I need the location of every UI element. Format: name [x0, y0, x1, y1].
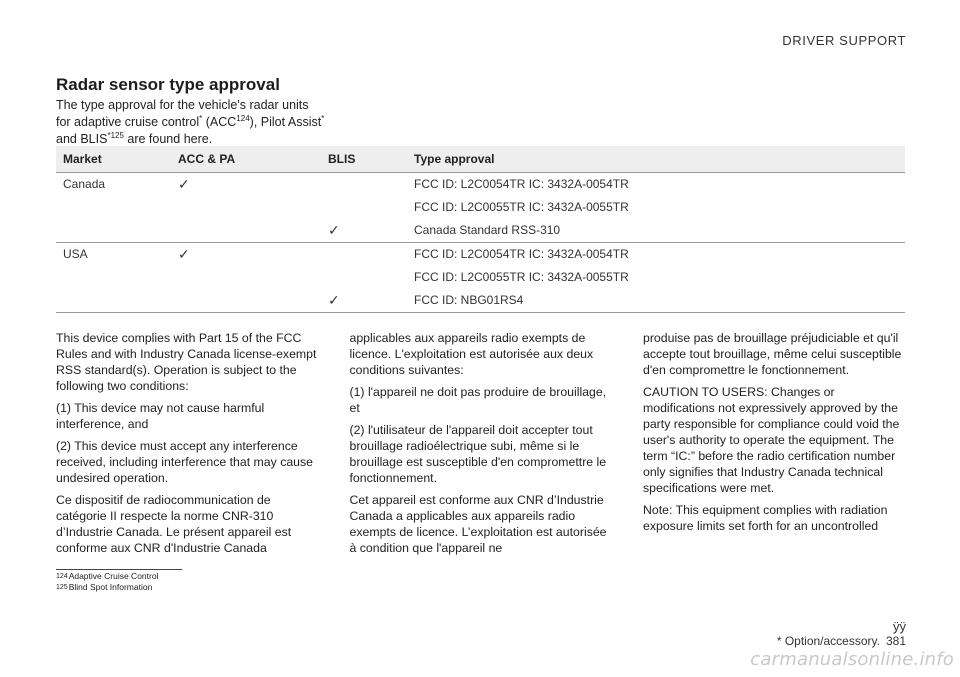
header-type-approval: Type approval — [407, 146, 905, 173]
body-column-1 — [56, 330, 318, 562]
market-cell — [56, 289, 171, 313]
intro-text-3: ), Pilot Assist — [249, 115, 322, 129]
approval-line: FCC ID: NBG01RS4 — [414, 293, 524, 307]
header-market: Market — [56, 146, 171, 173]
body-paragraph: (2) l'utilisateur de l'appareil doit accepter tout brouillage radioélectrique subi, même si le brouillage est susceptible d'en compromettre le fonctionnement. — [349, 423, 607, 485]
footnote-ref-124[interactable]: 124 — [236, 113, 250, 123]
body-paragraph: (1) This device may not cause harmful interference, and — [56, 401, 265, 431]
option-star: * — [107, 130, 111, 140]
page-header-title: DRIVER SUPPORT — [782, 33, 906, 48]
body-paragraph: produise pas de brouillage préjudiciable et qu'il accepte tout brouillage, même celui susceptible d'en compromettre le fonctionnement. — [643, 331, 902, 377]
table-row-canada-blis — [56, 219, 905, 243]
table-row-usa-acc — [56, 243, 905, 290]
type-approval-cell — [407, 243, 905, 290]
footnote-125 — [56, 582, 182, 593]
intro-paragraph — [56, 97, 326, 148]
header-blis: BLIS — [321, 146, 407, 173]
footnote-number: 124 — [56, 573, 68, 580]
footnotes — [56, 569, 182, 593]
table-row-usa-blis — [56, 289, 905, 313]
blis-cell — [321, 173, 407, 220]
next-page-icon[interactable]: ÿÿ — [893, 619, 906, 634]
body-column-3 — [643, 330, 905, 562]
type-approval-cell — [407, 289, 905, 313]
blis-check-cell — [321, 289, 407, 313]
approval-line: FCC ID: L2C0054TR IC: 3432A-0054TR — [414, 177, 629, 191]
type-approval-table — [56, 146, 905, 313]
page-number: 381 — [885, 634, 906, 648]
intro-text-1: The type approval for the vehicle's radar units for adaptive cruise control — [56, 98, 309, 129]
intro-text-4: and BLIS — [56, 132, 108, 146]
acc-check-cell — [171, 173, 321, 220]
approval-line: FCC ID: L2C0054TR IC: 3432A-0054TR — [414, 247, 629, 261]
type-approval-cell — [407, 173, 905, 220]
option-accessory-note: * Option/accessory. — [776, 634, 880, 648]
body-paragraph: (2) This device must accept any interference received, including interference that may cause undesired operation. — [56, 439, 314, 485]
market-cell — [56, 219, 171, 243]
footnote-text: Blind Spot Information — [68, 582, 153, 592]
body-columns — [56, 330, 905, 562]
table-header-row — [56, 146, 905, 173]
check-icon: ✓ — [178, 246, 190, 262]
body-paragraph: This device complies with Part 15 of the FCC Rules and with Industry Canada license-exempt RSS standard(s). Operation is subject to the following two conditions: — [56, 331, 317, 393]
body-paragraph: applicables aux appareils radio exempts de licence. L'exploitation est autorisée aux deux conditions suivantes: — [349, 331, 594, 377]
body-paragraph: CAUTION TO USERS: Changes or modifications not expressively approved by the party responsible for compliance could void the user's authority to operate the equipment. The term “IC:” before the radio certification number only signifies that Industry Canada technical specifications were met. — [643, 385, 900, 495]
check-icon: ✓ — [178, 176, 190, 192]
market-cell: USA — [63, 247, 88, 261]
footnote-ref-125[interactable]: 125 — [110, 130, 124, 140]
acc-check-cell — [171, 243, 321, 290]
body-paragraph: Ce dispositif de radiocommunication de catégorie II respecte la norme CNR-310 d’Industrie Canada. Le présent appareil est conforme aux CNR d'Industrie Canada — [56, 493, 292, 555]
watermark: carmanualsonline.info — [750, 649, 954, 670]
approval-line: Canada Standard RSS-310 — [414, 223, 561, 237]
option-star: * — [321, 113, 325, 123]
intro-text-5: are found here. — [123, 132, 213, 146]
section-title: Radar sensor type approval — [56, 75, 280, 94]
body-paragraph: Cet appareil est conforme aux CNR d’Industrie Canada a applicables aux appareils radio exempts de licence. L’exploitation est autorisée à condition que l'appareil ne — [349, 493, 607, 555]
acc-check-cell — [171, 219, 321, 243]
footnote-text: Adaptive Cruise Control — [68, 571, 159, 581]
blis-check-cell — [321, 219, 407, 243]
acc-check-cell — [171, 289, 321, 313]
body-column-2 — [350, 330, 612, 562]
check-icon: ✓ — [328, 292, 340, 308]
body-paragraph: (1) l'appareil ne doit pas produire de brouillage, et — [349, 385, 607, 415]
body-paragraph: Note: This equipment complies with radiation exposure limits set forth for an uncontrolled — [643, 503, 888, 533]
option-star: * — [199, 113, 203, 123]
blis-cell — [321, 243, 407, 290]
table-row-canada-acc — [56, 173, 905, 220]
intro-text-2: (ACC — [202, 115, 237, 129]
page-footer — [777, 634, 906, 648]
header-acc-pa: ACC & PA — [171, 146, 321, 173]
market-cell: Canada — [63, 177, 106, 191]
approval-line: FCC ID: L2C0055TR IC: 3432A-0055TR — [414, 200, 629, 214]
footnote-number: 125 — [56, 584, 68, 591]
check-icon: ✓ — [328, 222, 340, 238]
footnote-divider — [56, 569, 182, 570]
type-approval-cell — [407, 219, 905, 243]
approval-line: FCC ID: L2C0055TR IC: 3432A-0055TR — [414, 270, 629, 284]
footnote-124 — [56, 571, 182, 582]
